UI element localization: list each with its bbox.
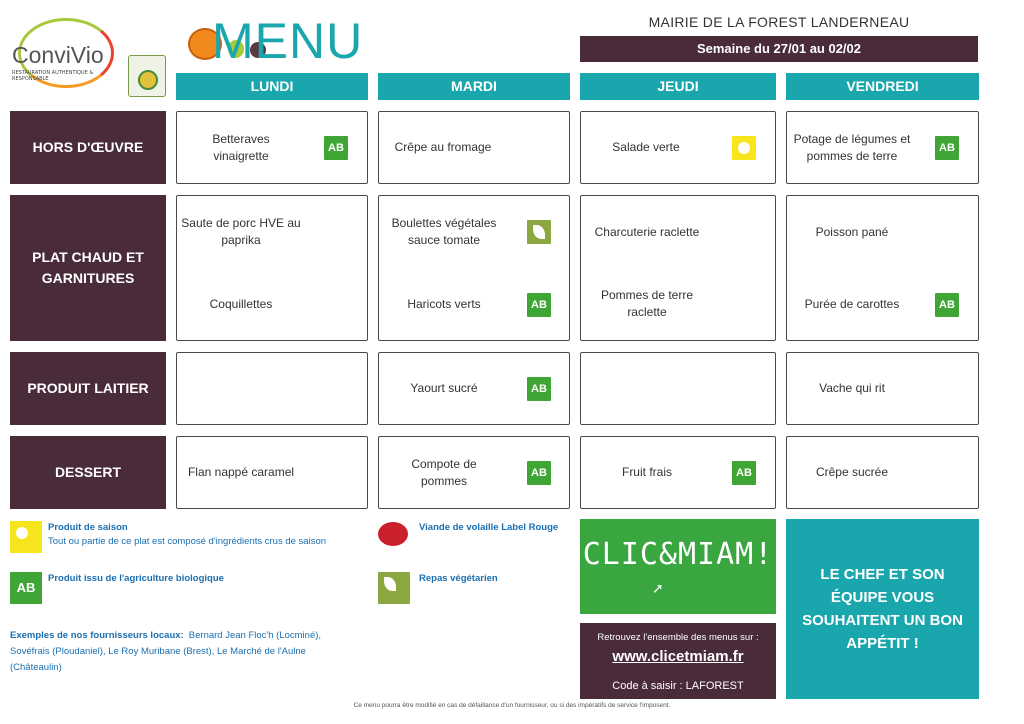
legend-bio-title: Produit issu de l'agriculture biologique — [48, 573, 224, 584]
cell-jeudi-laitier — [580, 352, 776, 425]
season-sun-icon — [10, 521, 42, 553]
cell-lundi-hors-doeuvre — [176, 111, 368, 184]
dish-betteraves: Betteraves vinaigrette — [212, 132, 270, 163]
retrouvez-text: Retrouvez l'ensemble des menus sur : — [597, 632, 759, 643]
dish-compote: Compote de pommes — [411, 457, 477, 488]
label-rouge-icon — [378, 522, 408, 546]
footer-disclaimer: Ce menu pourra être modifié en cas de défaillance d'un fournisseur, ou si des impératifs de service l'imposent. — [353, 702, 671, 709]
dish-fruit-frais: Fruit frais — [621, 465, 672, 479]
bio-icon: AB — [324, 136, 348, 160]
dish-puree-carottes: Purée de carottes — [804, 297, 900, 311]
cell-vendredi-laitier — [786, 352, 979, 425]
cursor-icon: ➚ — [652, 581, 664, 597]
cell-mardi-dessert — [378, 436, 570, 509]
week-banner: Semaine du 27/01 au 02/02 — [580, 36, 978, 62]
vegetarian-icon — [527, 220, 551, 244]
legend-vegetarien: Repas végétarien — [419, 573, 498, 584]
clicetmiam-banner — [580, 519, 776, 614]
dish-yaourt: Yaourt sucré — [410, 381, 478, 395]
row-header-hors-doeuvre: HORS D'ŒUVRE — [10, 111, 166, 184]
dish-potage: Potage de légumes et pommes de terre — [793, 132, 911, 163]
restaurant-badge-icon — [128, 55, 166, 97]
logo-subtitle: RESTAURATION AUTHENTIQUE & RESPONSABLE — [12, 70, 94, 82]
access-code: Code à saisir : LAFOREST — [612, 680, 744, 692]
bon-appetit-box — [786, 519, 979, 699]
vegetarian-icon — [378, 572, 410, 604]
legend-saison-title: Produit de saison — [48, 522, 128, 533]
day-header-jeudi: JEUDI — [580, 73, 776, 100]
bio-icon: AB — [527, 293, 551, 317]
bio-icon: AB — [732, 461, 756, 485]
dish-haricots: Haricots verts — [407, 297, 481, 311]
day-header-mardi: MARDI — [378, 73, 570, 100]
bio-icon: AB — [527, 377, 551, 401]
dish-coquillettes: Coquillettes — [209, 297, 273, 311]
cell-vendredi-dessert — [786, 436, 979, 509]
website-box — [580, 623, 776, 699]
dish-charcuterie: Charcuterie raclette — [594, 225, 700, 239]
cell-vendredi-plat — [786, 195, 979, 341]
suppliers-note — [10, 626, 360, 674]
legend-saison-text: Tout ou partie de ce plat est composé d'ingrédients crus de saison — [48, 536, 327, 547]
bio-icon: AB — [935, 136, 959, 160]
suppliers-text: Bernard Jean Floc'h (Locminé), Sovéfrais (Ploudaniel), Le Roy Muribane (Brest), Le Marché de l'Aulne (Châteaulin) — [10, 630, 322, 673]
clicetmiam-logo-text: CLIC&MIAM! — [582, 537, 774, 572]
bon-appetit-text: LE CHEF ET SON ÉQUIPE VOUS SOUHAITENT UN BON APPÉTIT ! — [802, 566, 963, 652]
dish-crepe-fromage: Crêpe au fromage — [394, 140, 492, 154]
cell-mardi-hors-doeuvre — [378, 111, 570, 184]
cell-lundi-laitier — [176, 352, 368, 425]
row-header-produit-laitier: PRODUIT LAITIER — [10, 352, 166, 425]
dish-boulettes: Boulettes végétales sauce tomate — [391, 216, 497, 247]
dish-pommes-raclette: Pommes de terre raclette — [600, 288, 694, 319]
legend-label-rouge: Viande de volaille Label Rouge — [419, 522, 559, 533]
convivio-logo — [8, 18, 120, 96]
season-sun-icon — [732, 136, 756, 160]
cell-jeudi-dessert — [580, 436, 776, 509]
cell-vendredi-hors-doeuvre — [786, 111, 979, 184]
bio-icon: AB — [935, 293, 959, 317]
day-header-vendredi: VENDREDI — [786, 73, 979, 100]
bio-icon: AB — [10, 572, 42, 604]
suppliers-title: Exemples de nos fournisseurs locaux: — [10, 630, 184, 641]
website-link[interactable]: www.clicetmiam.fr — [612, 648, 744, 665]
page-title: MENU — [212, 13, 364, 69]
cell-mardi-laitier — [378, 352, 570, 425]
day-header-lundi: LUNDI — [176, 73, 368, 100]
dish-saute-porc: Saute de porc HVE au paprika — [181, 216, 301, 247]
cell-lundi-dessert — [176, 436, 368, 509]
row-header-plat-chaud: PLAT CHAUD ET GARNITURES — [10, 195, 166, 341]
dish-vache-qui-rit: Vache qui rit — [819, 381, 885, 395]
cell-jeudi-plat — [580, 195, 776, 341]
logo-text: ConviVio — [12, 42, 104, 68]
cell-jeudi-hors-doeuvre — [580, 111, 776, 184]
row-header-dessert: DESSERT — [10, 436, 166, 509]
cell-lundi-plat — [176, 195, 368, 341]
dish-poisson-pane: Poisson pané — [815, 225, 889, 239]
dish-salade-verte: Salade verte — [612, 140, 680, 154]
bio-icon: AB — [527, 461, 551, 485]
dish-crepe-sucree: Crêpe sucrée — [815, 465, 889, 479]
dish-flan: Flan nappé caramel — [187, 465, 295, 479]
mairie-name: MAIRIE DE LA FOREST LANDERNEAU — [648, 14, 910, 30]
cell-mardi-plat — [378, 195, 570, 341]
